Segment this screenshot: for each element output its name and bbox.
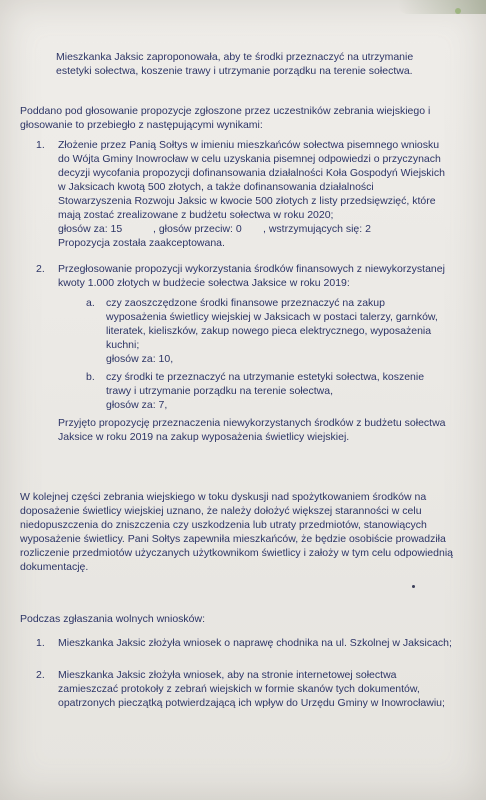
wolne-item-text: Mieszkanka Jaksic złożyła wniosek o naprawę chodnika na ul. Szkolnej w Jaksicach; [58,637,452,649]
item-text: Przegłosowanie propozycji wykorzystania środków finansowych z niewykorzystanej kwoty 1.000 złotych w budżecie sołectwa Jaksice w roku 2019: [58,263,445,289]
votes-against: , głosów przeciw: 0 [153,223,242,235]
sub-item-votes: głosów za: 7, [106,399,168,411]
sub-item-text: czy środki te przeznaczyć na utrzymanie estetyki sołectwa, koszenie trawy i utrzymanie porządku na terenie sołectwa, [106,371,425,397]
list-number: 1. [36,637,45,649]
wolne-item-1 [36,636,456,650]
list-number: 1. [36,139,45,151]
list-number: 2. [36,263,45,275]
sub-item-b [86,370,446,412]
wolne-item-text: Mieszkanka Jaksic złożyła wniosek, aby na stronie internetowej sołectwa zamieszczać protokoły z zebrań wiejskich w formie skanów tych dokumentów, opatrzonych pieczątką potwierdzającą ich wpływ do Urzędu Gminy w Inowrocławiu; [58,669,445,709]
item-text: Złożenie przez Panią Sołtys w imieniu mieszkańców sołectwa pisemnego wniosku do Wójta Gminy Inowrocław w celu uzyskania pisemnej odpowiedzi o przyczynach decyzji wycofania propozycji dofinansowania działalności Koła Gospodyń Wiejskich w Jaksicach kwotą 500 złotych, a także dofinansowania działalności Stowarzyszenia Rozwoju Jaksic w kwocie 500 złotych z listy przedsięwzięć, które mają zostać zrealizowane z budżetu sołectwa w roku 2020; [58,139,445,221]
list-number: 2. [36,669,45,681]
item-result: Propozycja została zaakceptowana. [58,237,225,249]
item-summary: Przyjęto propozycję przeznaczenia niewykorzystanych środków z budżetu sołectwa Jaksice w roku 2019 na zakup wyposażenia świetlicy wiejskiej. [58,417,446,443]
sub-item-a [86,296,446,366]
paper-corner-stain [398,0,486,14]
list-item-1 [36,138,446,250]
sub-item-text: czy zaoszczędzone środki finansowe przeznaczyć na zakup wyposażenia świetlicy wiejskiej w Jaksicach w postaci talerzy, garnków, literatek, kieliszków, zakup nowego pieca elektrycznego, wyposażenia kuchni; [106,297,438,351]
intro-paragraph: Mieszkanka Jaksic zaproponowała, aby te środki przeznaczyć na utrzymanie estetyki sołectwa, koszenie trawy i utrzymanie porządku na terenie sołectwa. [56,51,414,77]
ink-dot [412,585,415,588]
discussion-paragraph: W kolejnej części zebrania wiejskiego w toku dyskusji nad spożytkowaniem środków na doposażenie świetlicy wiejskiej uznano, że należy dołożyć większej staranności w celu niedopuszczenia do zniszczenia czy uszkodzenia lub utraty przedmiotów, stanowiących wyposażenie świetlicy. Pani Sołtys zapewniła mieszkańców, że będzie osobiście prowadziła rozliczenie przedmiotów użyczanych użytkownikom świetlicy i założy w tym celu odpowiednią dokumentację. [20,491,454,573]
sub-item-votes: głosów za: 10, [106,353,174,365]
wolne-item-2 [36,668,456,710]
voting-intro: Poddano pod głosowanie propozycje zgłoszone przez uczestników zebrania wiejskiego i głosowanie to przebiegło z następującymi wynikami: [20,105,431,131]
votes-abstain: , wstrzymujących się: 2 [263,223,371,235]
sub-list [86,296,446,412]
sub-letter: a. [86,297,95,309]
pencil-mark [455,8,461,14]
votes-for: głosów za: 15 [58,223,123,235]
list-item-2 [36,262,446,444]
wolne-heading: Podczas zgłaszania wolnych wniosków: [20,613,206,625]
vote-results [58,222,446,236]
sub-letter: b. [86,371,95,383]
